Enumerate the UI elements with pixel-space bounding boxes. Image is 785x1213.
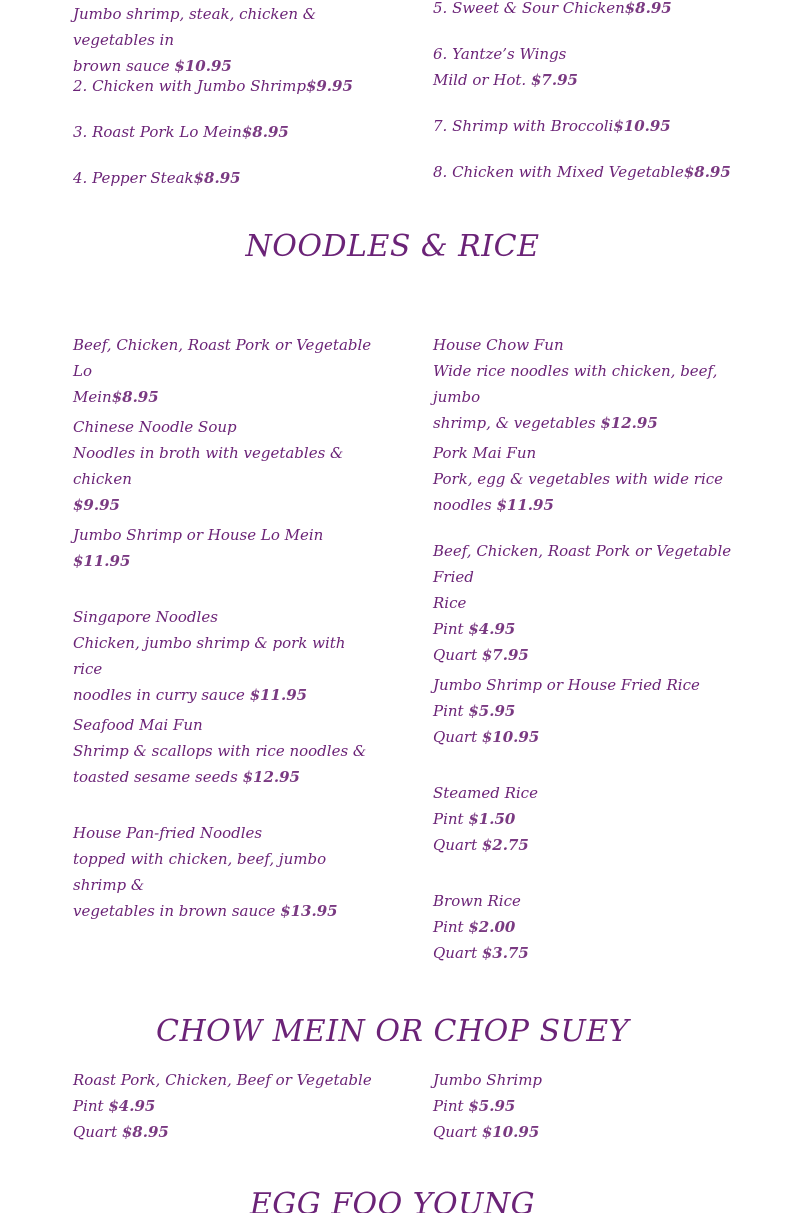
item-price-quart: $2.75 [481, 836, 529, 854]
item-name: Steamed Rice [433, 784, 538, 802]
item-price: $11.95 [249, 686, 308, 704]
item-price: $8.95 [193, 169, 241, 187]
item-name: Jumbo Shrimp [433, 1071, 543, 1089]
item-name: 7. Shrimp with Broccoli [433, 117, 614, 135]
item-description: Noodles in broth with vegetables & chicken [73, 444, 344, 488]
size-label-pint: Pint [433, 1097, 469, 1115]
menu-item-5 [433, 0, 733, 21]
item-description: Wide rice noodles with chicken, beef, jumbo [433, 362, 718, 406]
item-price: $10.95 [174, 57, 232, 75]
menu-item-chow-mein-meat [73, 1067, 373, 1145]
item-price: $12.95 [242, 768, 300, 786]
section-heading-egg-foo-young: EGG FOO YOUNG [249, 1187, 536, 1213]
item-name: 8. Chicken with Mixed Vegetable [433, 163, 684, 181]
size-label-pint: Pint [433, 918, 469, 936]
menu-item-4 [73, 165, 373, 191]
item-price-pint: $5.95 [468, 1097, 516, 1115]
item-price: $10.95 [613, 117, 671, 135]
menu-item-pan-fried-noodles [73, 820, 373, 924]
item-price: $11.95 [73, 552, 131, 570]
item-name: Singapore Noodles [73, 608, 218, 626]
menu-item-1 [73, 1, 373, 79]
item-description: noodles [433, 496, 497, 514]
item-price: $8.95 [241, 123, 289, 141]
menu-item-2 [73, 73, 373, 99]
item-name: 5. Sweet & Sour Chicken [433, 0, 625, 17]
item-name: Jumbo Shrimp or House Lo Mein [73, 526, 324, 544]
item-price: $8.95 [683, 163, 731, 181]
item-description: Mild or Hot. [433, 71, 531, 89]
menu-item-3 [73, 119, 373, 145]
size-label-pint: Pint [433, 810, 469, 828]
menu-item-chow-fun [433, 332, 733, 436]
item-description: Chicken, jumbo shrimp & pork with rice [73, 634, 346, 678]
item-price: $7.95 [530, 71, 578, 89]
item-description: topped with chicken, beef, jumbo shrimp & [73, 850, 327, 894]
item-price-quart: $3.75 [481, 944, 529, 962]
menu-item-singapore-noodles [73, 604, 373, 708]
item-name: House Chow Fun [433, 336, 564, 354]
item-name: Seafood Mai Fun [73, 716, 203, 734]
item-name: House Pan-fried Noodles [73, 824, 263, 842]
menu-item-shrimp-fried-rice [433, 672, 733, 750]
item-price-pint: $2.00 [468, 918, 516, 936]
item-name: 4. Pepper Steak [73, 169, 194, 187]
menu-item-8 [433, 159, 733, 185]
item-name: Chinese Noodle Soup [73, 418, 237, 436]
size-label-quart: Quart [73, 1123, 122, 1141]
item-description: Shrimp & scallops with rice noodles & [73, 742, 367, 760]
item-name: Mein [73, 388, 112, 406]
menu-item-lo-mein [73, 332, 373, 410]
item-name: Rice [433, 594, 467, 612]
section-heading-noodles-rice: NOODLES & RICE [245, 229, 540, 264]
menu-item-noodle-soup [73, 414, 373, 518]
item-description: toasted sesame seeds [73, 768, 243, 786]
size-label-pint: Pint [73, 1097, 109, 1115]
size-label-pint: Pint [433, 702, 469, 720]
item-description: shrimp, & vegetables [433, 414, 601, 432]
menu-item-7 [433, 113, 733, 139]
item-price: $9.95 [73, 496, 120, 514]
section-heading-chow-mein: CHOW MEIN OR CHOP SUEY [155, 1014, 630, 1049]
item-price: $11.95 [496, 496, 554, 514]
item-name: Jumbo Shrimp or House Fried Rice [433, 676, 700, 694]
size-label-quart: Quart [433, 944, 482, 962]
menu-item-seafood-mai-fun [73, 712, 373, 790]
item-name: Beef, Chicken, Roast Pork or Vegetable Lo [73, 336, 372, 380]
item-price: $12.95 [600, 414, 658, 432]
item-description: vegetables in brown sauce [73, 902, 281, 920]
size-label-quart: Quart [433, 646, 482, 664]
item-name: 3. Roast Pork Lo Mein [73, 123, 242, 141]
item-price-quart: $10.95 [481, 728, 540, 746]
item-description: Pork, egg & vegetables with wide rice [433, 470, 724, 488]
item-name: 6. Yantze’s Wings [433, 45, 567, 63]
item-description: noodles in curry sauce [73, 686, 250, 704]
item-name: 2. Chicken with Jumbo Shrimp [73, 77, 306, 95]
size-label-quart: Quart [433, 1123, 482, 1141]
item-name: Beef, Chicken, Roast Pork or Vegetable Fried [433, 542, 732, 586]
item-price-quart: $10.95 [481, 1123, 540, 1141]
menu-item-6 [433, 41, 733, 93]
item-name: Roast Pork, Chicken, Beef or Vegetable [73, 1071, 372, 1089]
item-price: $9.95 [305, 77, 353, 95]
menu-item-pork-mai-fun [433, 440, 733, 518]
menu-item-fried-rice [433, 538, 733, 668]
menu-item-brown-rice [433, 888, 733, 966]
item-price-pint: $4.95 [468, 620, 516, 638]
size-label-quart: Quart [433, 728, 482, 746]
menu-item-chow-mein-shrimp [433, 1067, 733, 1145]
item-price-quart: $7.95 [481, 646, 529, 664]
menu-item-shrimp-lo-mein [73, 522, 373, 574]
item-description: Jumbo shrimp, steak, chicken & vegetables in [73, 5, 317, 49]
item-price-pint: $1.50 [468, 810, 516, 828]
item-price: $8.95 [624, 0, 672, 17]
item-name: Pork Mai Fun [433, 444, 537, 462]
item-price: $13.95 [280, 902, 338, 920]
item-price-pint: $5.95 [468, 702, 516, 720]
size-label-pint: Pint [433, 620, 469, 638]
menu-item-steamed-rice [433, 780, 733, 858]
size-label-quart: Quart [433, 836, 482, 854]
item-price-quart: $8.95 [121, 1123, 169, 1141]
item-price: $8.95 [111, 388, 159, 406]
item-name: Brown Rice [433, 892, 521, 910]
item-description: brown sauce [73, 57, 175, 75]
item-price-pint: $4.95 [108, 1097, 156, 1115]
